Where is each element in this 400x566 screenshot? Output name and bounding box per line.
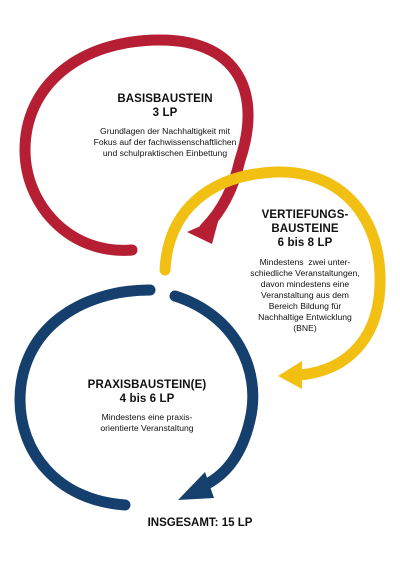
praxis-desc-line: Mindestens eine praxis-: [101, 412, 193, 422]
basis-credits: 3 LP: [152, 107, 178, 119]
praxis-credits: 4 bis 6 LP: [119, 393, 175, 405]
vertiefung-desc-line: Mindestens zwei unter-: [259, 257, 351, 267]
praxis-arrowhead: [178, 472, 214, 500]
vertiefung-desc-line: (BNE): [293, 323, 317, 333]
vertiefung-credits: 6 bis 8 LP: [277, 237, 333, 249]
vertiefung-title-line1: VERTIEFUNGS-: [261, 209, 349, 221]
vertiefung-desc-line: Veranstaltung aus dem: [261, 290, 349, 300]
vertiefung-arrowhead: [278, 361, 302, 389]
total-credits: INSGESAMT: 15 LP: [147, 517, 253, 529]
vertiefung-title-line2: BAUSTEINE: [271, 223, 339, 235]
vertiefung-module: [225, 208, 385, 334]
praxis-title: PRAXISBAUSTEIN(E): [87, 379, 207, 391]
vertiefung-description: [225, 257, 385, 334]
basis-description: [80, 126, 250, 159]
praxis-desc-line: orientierte Veranstaltung: [100, 423, 194, 433]
vertiefung-desc-line: Bereich Bildung für: [268, 301, 342, 311]
praxis-description: [72, 412, 222, 434]
praxis-module: [72, 378, 222, 434]
basis-desc-line: Grundlagen der Nachhaltigkeit mit: [100, 126, 230, 136]
basis-arrowhead: [187, 218, 219, 244]
vertiefung-desc-line: schiedliche Veranstaltungen,: [250, 268, 360, 278]
basis-title: BASISBAUSTEIN: [117, 93, 213, 105]
vertiefung-desc-line: davon mindestens eine: [260, 279, 350, 289]
basis-module: [80, 92, 250, 159]
vertiefung-desc-line: Nachhaltige Entwicklung: [258, 312, 352, 322]
basis-desc-line: und schulpraktischen Einbettung: [102, 148, 228, 158]
basis-desc-line: Fokus auf der fachwissenschaftlichen: [93, 137, 237, 147]
